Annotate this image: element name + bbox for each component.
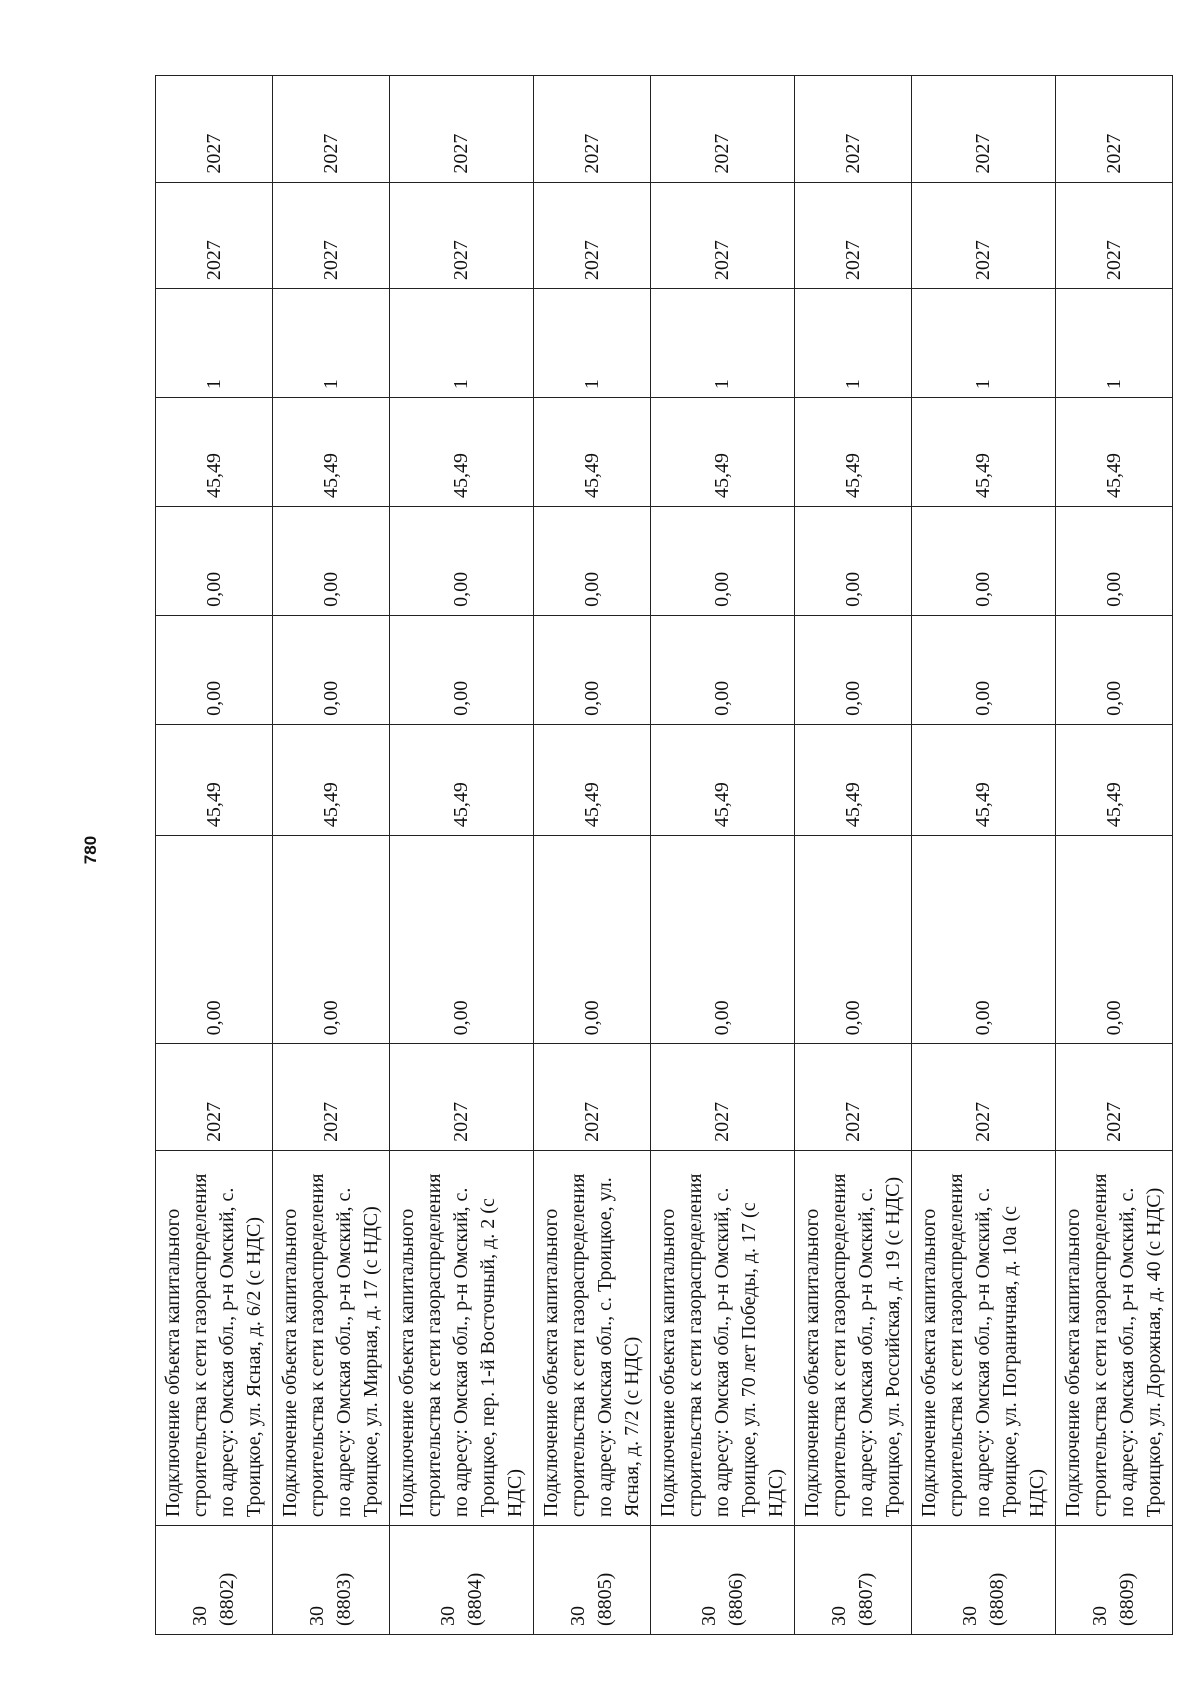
- object-description: Подключение объекта капитального строительства к сети газораспределения по адресу: Омская обл., р-н Омский, с. Троицкое, ул. 70 лет Победы, д. 17 (с НДС): [657, 1173, 787, 1518]
- value-cell-2: 45,49: [390, 724, 534, 835]
- row-id-cell: [651, 1526, 795, 1635]
- row-id-sub: (8807): [855, 1572, 877, 1626]
- value-cell-1: 0,00: [156, 836, 273, 1044]
- year-cell-a: 2027: [651, 182, 795, 289]
- year-cell-a: 2027: [156, 182, 273, 289]
- object-description: Подключение объекта капитального строительства к сети газораспределения по адресу: Омская обл., р-н Омский, с. Троицкое, ул. Мирная, д. 17 (с НДС): [279, 1173, 382, 1518]
- value-cell-1: 0,00: [534, 836, 651, 1044]
- quantity-cell: 1: [156, 289, 273, 398]
- year-cell-a: 2027: [534, 182, 651, 289]
- value-cell-3: 0,00: [912, 615, 1056, 724]
- row-id-sub: (8805): [594, 1572, 616, 1626]
- value-cell-2: 45,49: [534, 724, 651, 835]
- quantity-cell: 1: [1056, 289, 1173, 398]
- value-cell-5: 45,49: [534, 398, 651, 507]
- table-row: [273, 76, 390, 1635]
- quantity-cell: 1: [534, 289, 651, 398]
- value-cell-3: 0,00: [534, 615, 651, 724]
- value-cell-3: 0,00: [273, 615, 390, 724]
- year-cell-b: 2027: [1056, 76, 1173, 183]
- value-cell-3: 0,00: [156, 615, 273, 724]
- value-cell-5: 45,49: [651, 398, 795, 507]
- year-cell-b: 2027: [273, 76, 390, 183]
- description-cell: [390, 1150, 534, 1525]
- year-cell-a: 2027: [390, 182, 534, 289]
- value-cell-1: 0,00: [795, 836, 912, 1044]
- year-cell-b: 2027: [795, 76, 912, 183]
- value-cell-5: 45,49: [1056, 398, 1173, 507]
- table-body: [156, 76, 1173, 1635]
- page-number: 780: [81, 835, 100, 865]
- row-id-code: 30: [1089, 1606, 1111, 1626]
- start-year-cell: 2027: [534, 1044, 651, 1151]
- year-cell-b: 2027: [912, 76, 1056, 183]
- row-id-code: 30: [189, 1606, 211, 1626]
- year-cell-b: 2027: [534, 76, 651, 183]
- value-cell-1: 0,00: [273, 836, 390, 1044]
- value-cell-1: 0,00: [390, 836, 534, 1044]
- value-cell-4: 0,00: [534, 506, 651, 615]
- start-year-cell: 2027: [912, 1044, 1056, 1151]
- year-cell-a: 2027: [273, 182, 390, 289]
- year-cell-b: 2027: [390, 76, 534, 183]
- start-year-cell: 2027: [273, 1044, 390, 1151]
- description-cell: [273, 1150, 390, 1525]
- description-cell: [795, 1150, 912, 1525]
- table-row: [534, 76, 651, 1635]
- object-description: Подключение объекта капитального строительства к сети газораспределения по адресу: Омская обл., р-н Омский, с. Троицкое, ул. Дорожная, д. 40 (с НДС): [1062, 1173, 1165, 1518]
- value-cell-3: 0,00: [1056, 615, 1173, 724]
- year-cell-b: 2027: [651, 76, 795, 183]
- value-cell-4: 0,00: [912, 506, 1056, 615]
- table-row: [912, 76, 1056, 1635]
- row-id-cell: [912, 1526, 1056, 1635]
- value-cell-3: 0,00: [390, 615, 534, 724]
- quantity-cell: 1: [273, 289, 390, 398]
- start-year-cell: 2027: [1056, 1044, 1173, 1151]
- row-id-cell: [390, 1526, 534, 1635]
- value-cell-2: 45,49: [651, 724, 795, 835]
- value-cell-4: 0,00: [156, 506, 273, 615]
- description-cell: [156, 1150, 273, 1525]
- value-cell-1: 0,00: [1056, 836, 1173, 1044]
- investment-table: [155, 75, 1173, 1635]
- table-row: [390, 76, 534, 1635]
- value-cell-2: 45,49: [912, 724, 1056, 835]
- description-cell: [912, 1150, 1056, 1525]
- row-id-cell: [1056, 1526, 1173, 1635]
- value-cell-4: 0,00: [273, 506, 390, 615]
- value-cell-5: 45,49: [795, 398, 912, 507]
- row-id-cell: [156, 1526, 273, 1635]
- object-description: Подключение объекта капитального строительства к сети газораспределения по адресу: Омская обл., р-н Омский, с. Троицкое, ул. Ясная, д. 6/2 (с НДС): [162, 1173, 265, 1518]
- value-cell-4: 0,00: [1056, 506, 1173, 615]
- quantity-cell: 1: [795, 289, 912, 398]
- row-id-sub: (8809): [1116, 1572, 1138, 1626]
- row-id-sub: (8803): [333, 1572, 355, 1626]
- quantity-cell: 1: [390, 289, 534, 398]
- value-cell-2: 45,49: [1056, 724, 1173, 835]
- value-cell-1: 0,00: [651, 836, 795, 1044]
- value-cell-5: 45,49: [156, 398, 273, 507]
- description-cell: [1056, 1150, 1173, 1525]
- table-row: [156, 76, 273, 1635]
- row-id-sub: (8808): [985, 1572, 1008, 1626]
- object-description: Подключение объекта капитального строительства к сети газораспределения по адресу: Омская обл., р-н Омский, с. Троицкое, ул. Пограничная, д. 10а (с НДС): [918, 1173, 1048, 1518]
- row-id-sub: (8806): [724, 1572, 747, 1626]
- description-cell: [651, 1150, 795, 1525]
- value-cell-4: 0,00: [795, 506, 912, 615]
- value-cell-2: 45,49: [795, 724, 912, 835]
- year-cell-a: 2027: [1056, 182, 1173, 289]
- object-description: Подключение объекта капитального строительства к сети газораспределения по адресу: Омская обл., с. Троицкое, ул. Ясная, д. 7/2 (с НДС): [540, 1173, 643, 1518]
- row-id-code: 30: [958, 1606, 981, 1626]
- value-cell-5: 45,49: [273, 398, 390, 507]
- start-year-cell: 2027: [795, 1044, 912, 1151]
- row-id-cell: [273, 1526, 390, 1635]
- row-id-cell: [795, 1526, 912, 1635]
- year-cell-a: 2027: [912, 182, 1056, 289]
- value-cell-4: 0,00: [651, 506, 795, 615]
- year-cell-a: 2027: [795, 182, 912, 289]
- quantity-cell: 1: [912, 289, 1056, 398]
- row-id-code: 30: [436, 1606, 459, 1626]
- table-row: [651, 76, 795, 1635]
- row-id-sub: (8804): [463, 1572, 486, 1626]
- object-description: Подключение объекта капитального строительства к сети газораспределения по адресу: Омская обл., р-н Омский, с. Троицкое, пер. 1-й Восточный, д. 2 (с НДС): [396, 1173, 526, 1518]
- start-year-cell: 2027: [156, 1044, 273, 1151]
- row-id-code: 30: [697, 1606, 720, 1626]
- value-cell-1: 0,00: [912, 836, 1056, 1044]
- table-row: [795, 76, 912, 1635]
- row-id-code: 30: [567, 1606, 589, 1626]
- year-cell-b: 2027: [156, 76, 273, 183]
- start-year-cell: 2027: [651, 1044, 795, 1151]
- row-id-code: 30: [828, 1606, 850, 1626]
- value-cell-3: 0,00: [651, 615, 795, 724]
- value-cell-5: 45,49: [390, 398, 534, 507]
- row-id-sub: (8802): [216, 1572, 238, 1626]
- table-row: [1056, 76, 1173, 1635]
- value-cell-2: 45,49: [156, 724, 273, 835]
- quantity-cell: 1: [651, 289, 795, 398]
- object-description: Подключение объекта капитального строительства к сети газораспределения по адресу: Омская обл., р-н Омский, с. Троицкое, ул. Российская, д. 19 (с НДС): [801, 1173, 904, 1518]
- start-year-cell: 2027: [390, 1044, 534, 1151]
- value-cell-2: 45,49: [273, 724, 390, 835]
- value-cell-4: 0,00: [390, 506, 534, 615]
- description-cell: [534, 1150, 651, 1525]
- value-cell-5: 45,49: [912, 398, 1056, 507]
- row-id-cell: [534, 1526, 651, 1635]
- value-cell-3: 0,00: [795, 615, 912, 724]
- row-id-code: 30: [306, 1606, 328, 1626]
